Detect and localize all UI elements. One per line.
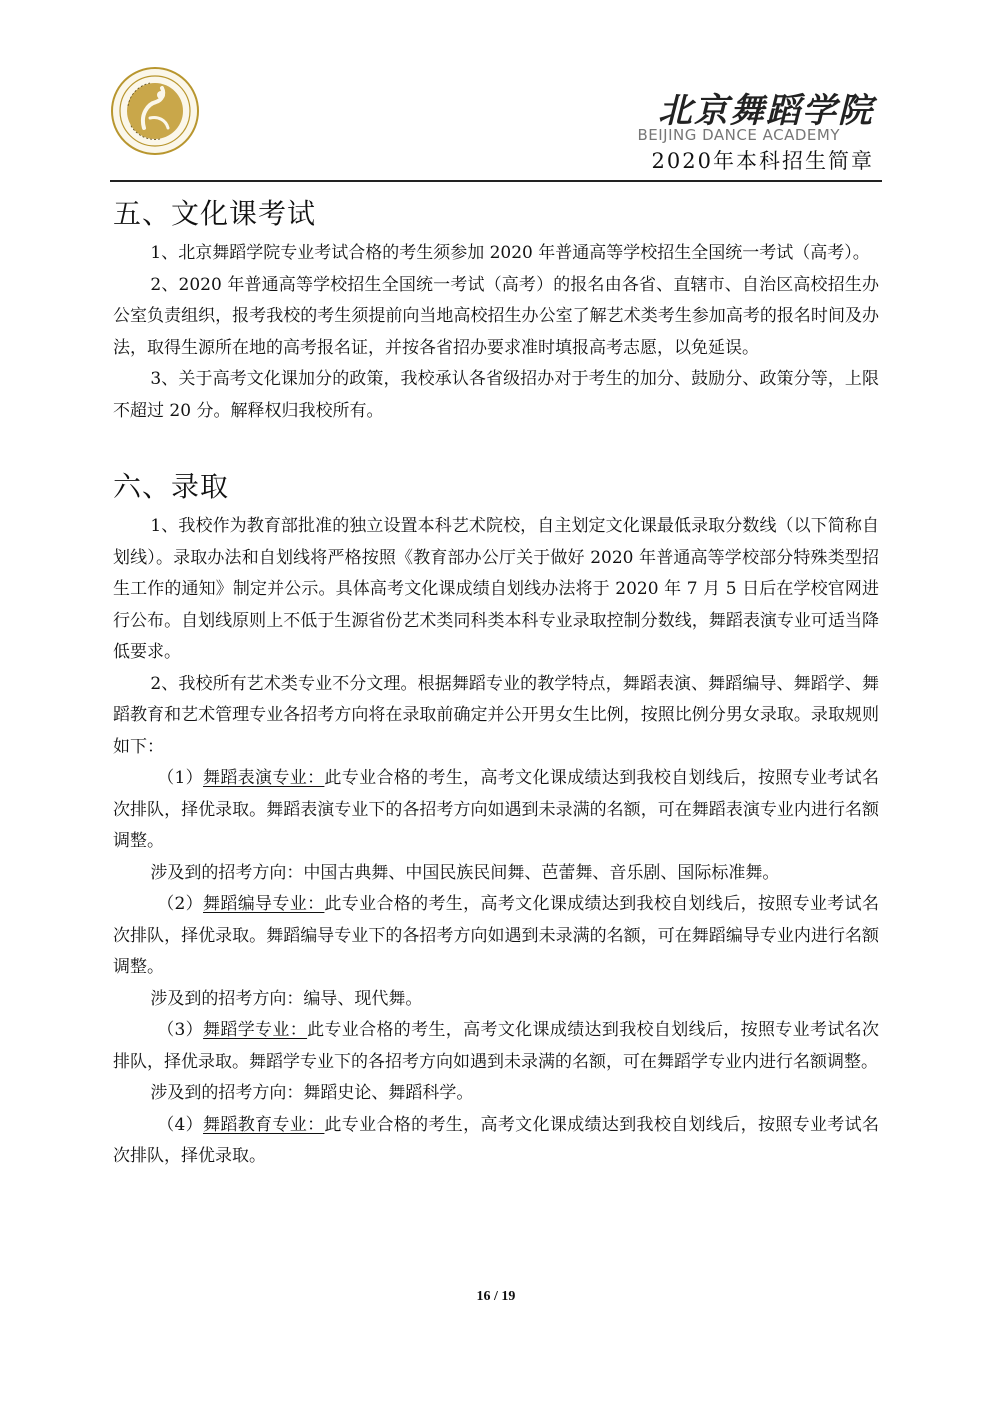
brand-name-cn: 北京舞蹈学院 [658, 91, 874, 131]
paragraph: 2、2020 年普通高等学校招生全国统一考试（高考）的报名由各省、直辖市、自治区高校招生办公室负责组织，报考我校的考生须提前向当地高校招生办公室了解艺术类考生参加高考的报名时间及办法，取得生源所在地的高考报名证，并按各省招办要求准时填报高考志愿，以免延误。 [113, 274, 879, 358]
section-title-culture-exam: 五、文化课考试 [113, 197, 317, 230]
major-name: 舞蹈学专业： [203, 1020, 308, 1040]
item-text: 此专业合格的考生，高考文化课成绩达到我校自划线后，按照专业考试名次排队，择优录取。舞蹈学专业下的各招考方向如遇到未录满的名额，可在舞蹈学专业内进行名额调整。 [113, 1020, 879, 1072]
brand-name-en: BEIJING DANCE ACADEMY [637, 126, 840, 144]
item-text: 此专业合格的考生，高考文化课成绩达到我校自划线后，按照专业考试名次排队，择优录取。舞蹈编导专业下的各招考方向如遇到未录满的名额，可在舞蹈编导专业内进行名额调整。 [113, 894, 879, 977]
admission-rule-item [113, 763, 879, 858]
paragraph: 3、关于高考文化课加分的政策，我校承认各省级招办对于考生的加分、鼓励分、政策分等，上限不超过 20 分。解释权归我校所有。 [113, 369, 879, 421]
page-number: 16 / 19 [476, 1289, 516, 1304]
admission-rule-item [113, 1110, 879, 1173]
academy-logo-icon [110, 66, 200, 156]
admission-rule-item [113, 889, 879, 984]
major-name: 舞蹈编导专业： [203, 894, 325, 914]
brand-block [637, 92, 874, 174]
header-divider [110, 180, 882, 182]
admission-rule-item [113, 1015, 879, 1078]
item-text: 此专业合格的考生，高考文化课成绩达到我校自划线后，按照专业考试名次排队，择优录取。舞蹈表演专业下的各招考方向如遇到未录满的名额，可在舞蹈表演专业内进行名额调整。 [113, 768, 879, 851]
paragraph: 1、我校作为教育部批准的独立设置本科艺术院校，自主划定文化课最低录取分数线（以下简称自划线）。录取办法和自划线将严格按照《教育部办公厅关于做好 2020 年普通高等学校部分特殊类型招生工作的通知》制定并公示。具体高考文化课成绩自划线办法将于 2020 年 7 月 5 日后在学校官网进行公布。自划线原则上不低于生源省份艺术类同科类本科专业录取控制分数线，舞蹈表演专业可适当降低要求。 [113, 516, 879, 662]
section-title-admission: 六、录取 [113, 470, 230, 503]
paragraph: 2、我校所有艺术类专业不分文理。根据舞蹈专业的教学特点，舞蹈表演、舞蹈编导、舞蹈学、舞蹈教育和艺术管理专业各招考方向将在录取前确定并公开男女生比例，按照比例分男女录取。录取规则如下： [113, 673, 879, 757]
item-text: 此专业合格的考生，高考文化课成绩达到我校自划线后，按照专业考试名次排队，择优录取。 [113, 1114, 879, 1166]
admission-directions: 涉及到的招考方向：编导、现代舞。 [150, 988, 423, 1009]
admission-directions: 涉及到的招考方向：舞蹈史论、舞蹈科学。 [150, 1083, 474, 1103]
item-number: （1） [157, 768, 204, 788]
item-number: （4） [157, 1114, 204, 1135]
document-subtitle: 2020年本科招生简章 [651, 149, 874, 173]
item-number: （2） [157, 894, 204, 914]
page-content [113, 190, 879, 1173]
page-header [110, 66, 882, 181]
major-name: 舞蹈教育专业： [203, 1114, 325, 1135]
paragraph: 1、北京舞蹈学院专业考试合格的考生须参加 2020 年普通高等学校招生全国统一考试（高考）。 [150, 243, 870, 263]
admission-directions: 涉及到的招考方向：中国古典舞、中国民族民间舞、芭蕾舞、音乐剧、国际标准舞。 [150, 862, 780, 883]
item-number: （3） [157, 1020, 204, 1040]
major-name: 舞蹈表演专业： [203, 768, 325, 788]
